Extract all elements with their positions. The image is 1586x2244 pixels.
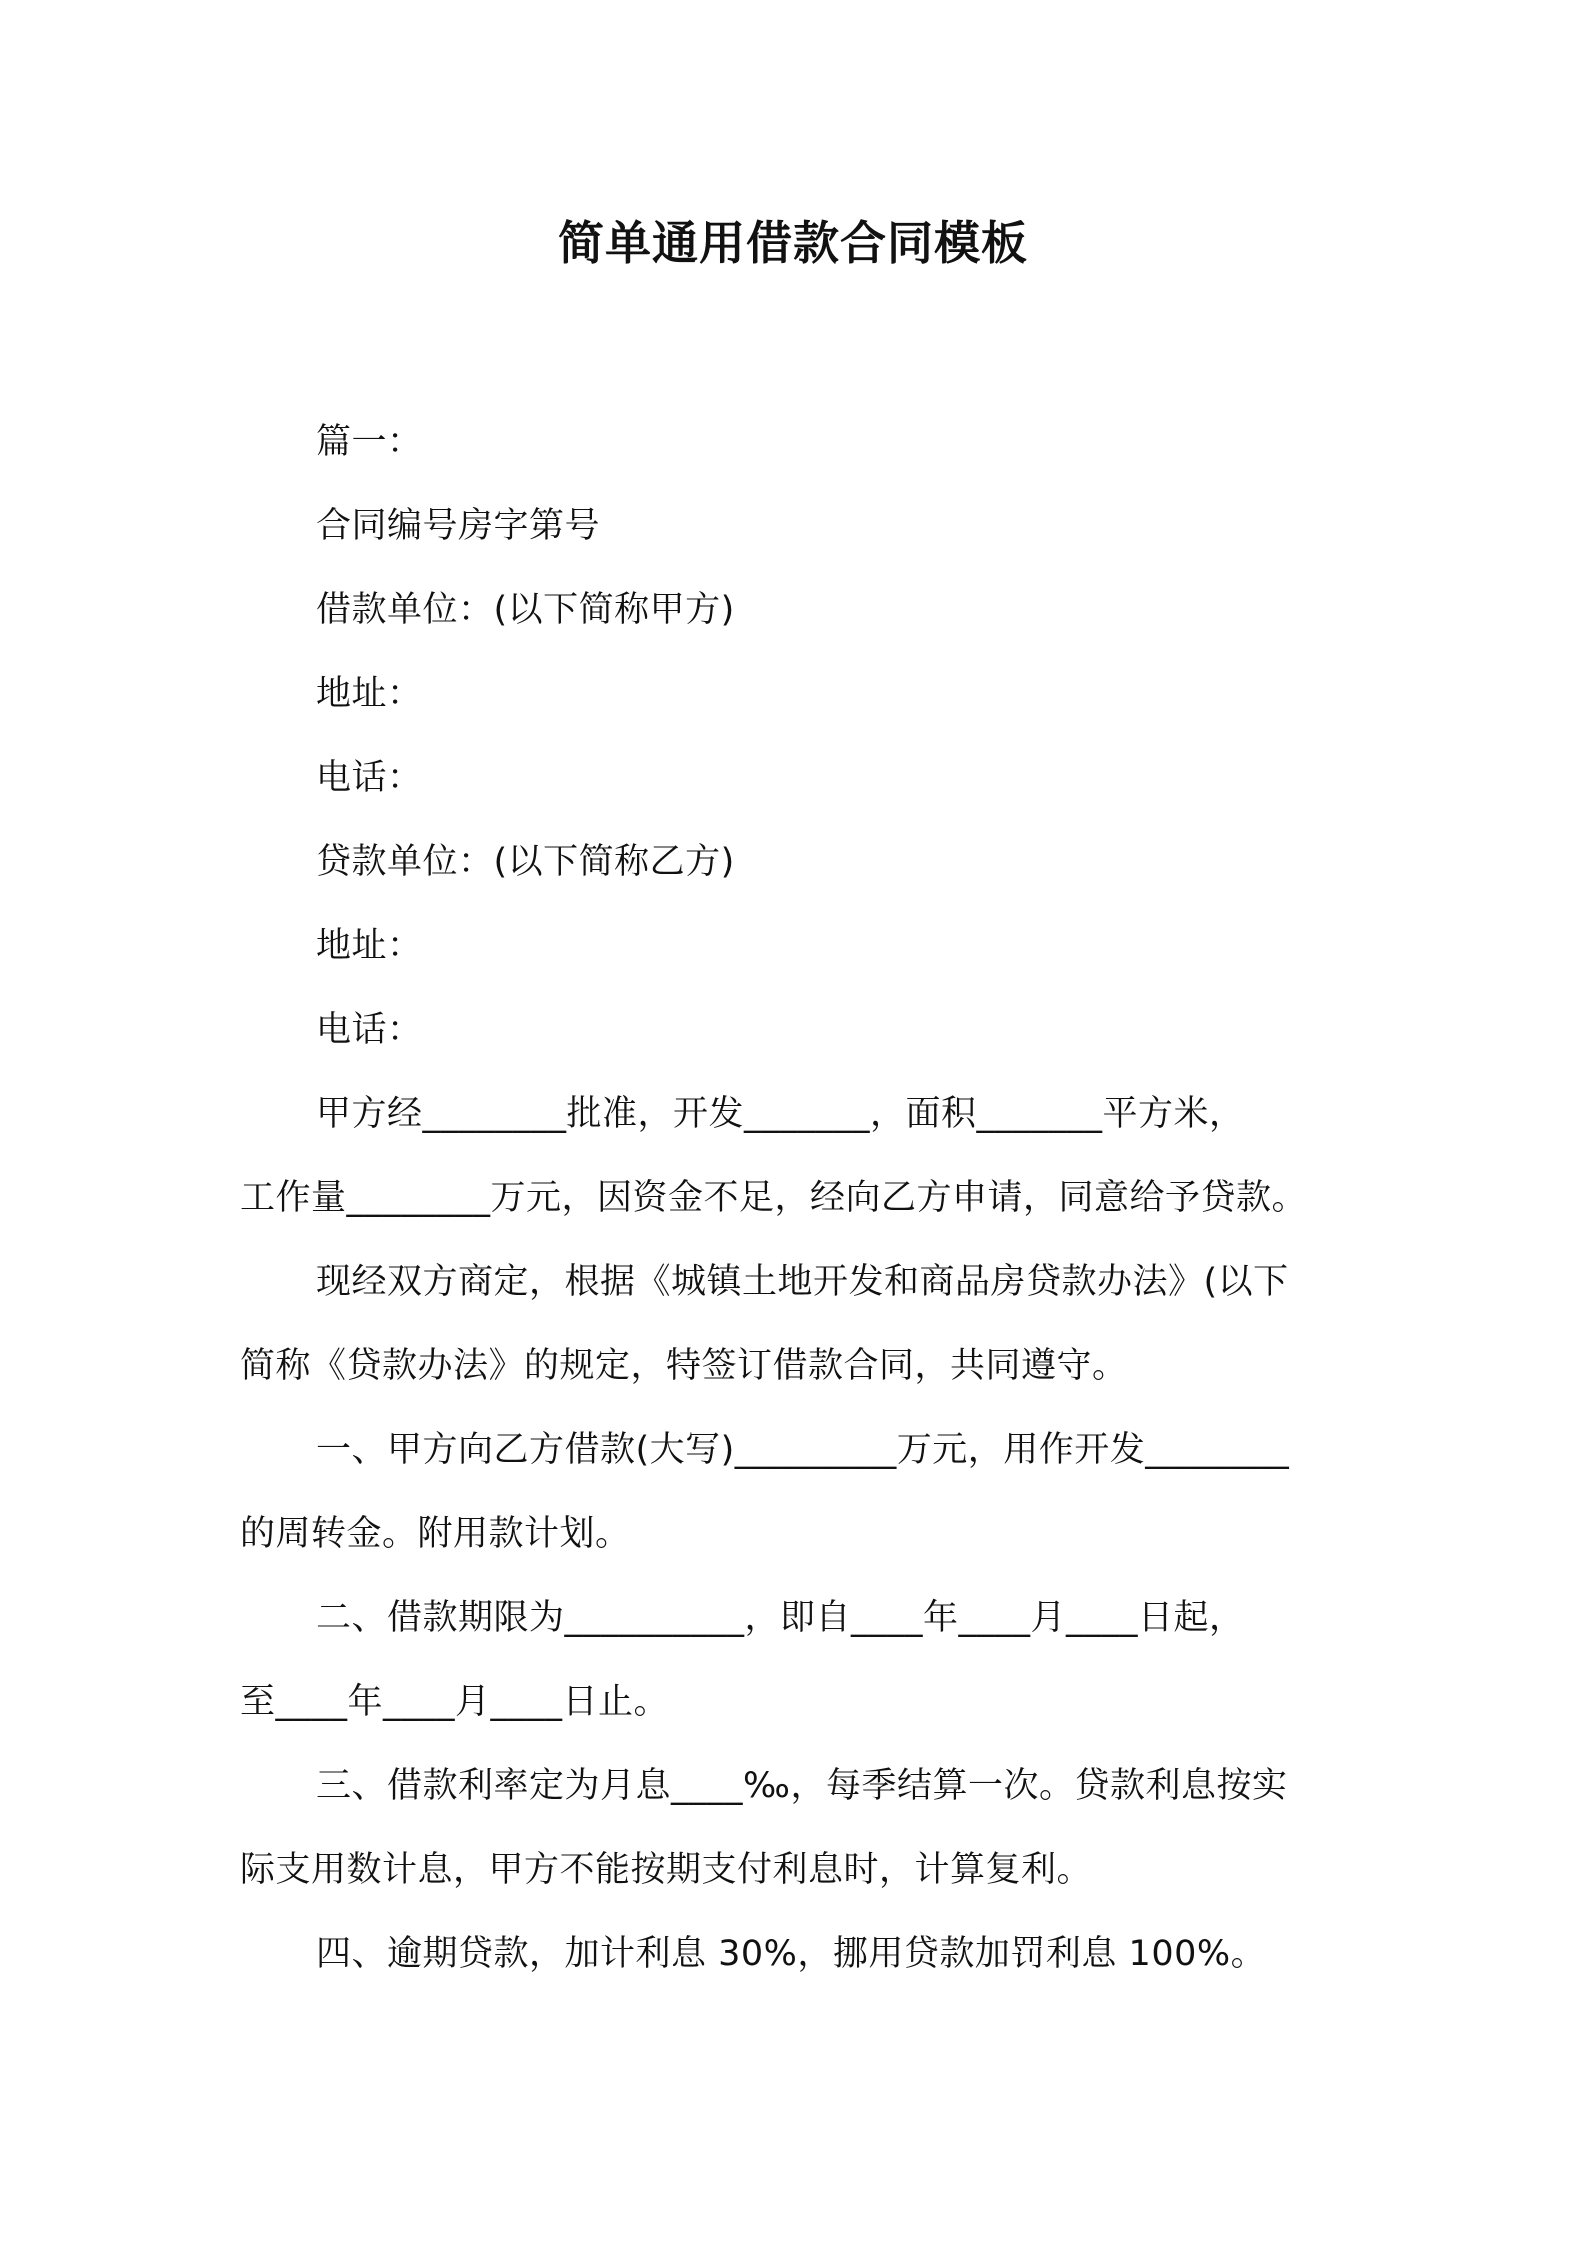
section-heading: 篇一： xyxy=(316,422,423,462)
document-body xyxy=(240,400,1360,1996)
clause-3-line: 际支用数计息，甲方不能按期支付利息时，计算复利。 xyxy=(240,1850,1093,1890)
paragraph-line: 简称《贷款办法》的规定，特签订借款合同，共同遵守。 xyxy=(240,1346,1128,1386)
borrower-phone-line: 电话： xyxy=(316,758,423,798)
lender-address-line: 地址： xyxy=(316,926,423,966)
clause-3-line: 三、借款利率定为月息____‰，每季结算一次。贷款利息按实 xyxy=(316,1766,1288,1806)
clause-2-line: 二、借款期限为__________，即自____年____月____日起， xyxy=(316,1598,1245,1638)
contract-number-line: 合同编号房字第号 xyxy=(316,506,601,546)
clause-1-line: 的周转金。附用款计划。 xyxy=(240,1514,631,1554)
paragraph-line: 甲方经________批准，开发_______，面积_______平方米， xyxy=(316,1094,1245,1134)
borrower-line: 借款单位：(以下简称甲方) xyxy=(316,590,735,630)
borrower-address-line: 地址： xyxy=(316,674,423,714)
paragraph-line: 现经双方商定，根据《城镇土地开发和商品房贷款办法》(以下 xyxy=(316,1262,1289,1302)
clause-4-line: 四、逾期贷款，加计利息 30%，挪用贷款加罚利息 100%。 xyxy=(316,1934,1267,1974)
document-title: 简单通用借款合同模板 xyxy=(558,216,1028,270)
paragraph-line: 工作量________万元，因资金不足，经向乙方申请，同意给予贷款。 xyxy=(240,1178,1308,1218)
lender-line: 贷款单位：(以下简称乙方) xyxy=(316,842,735,882)
clause-2-line: 至____年____月____日止。 xyxy=(240,1682,670,1722)
lender-phone-line: 电话： xyxy=(316,1010,423,1050)
clause-1-line: 一、甲方向乙方借款(大写)_________万元，用作开发________ xyxy=(316,1430,1290,1470)
